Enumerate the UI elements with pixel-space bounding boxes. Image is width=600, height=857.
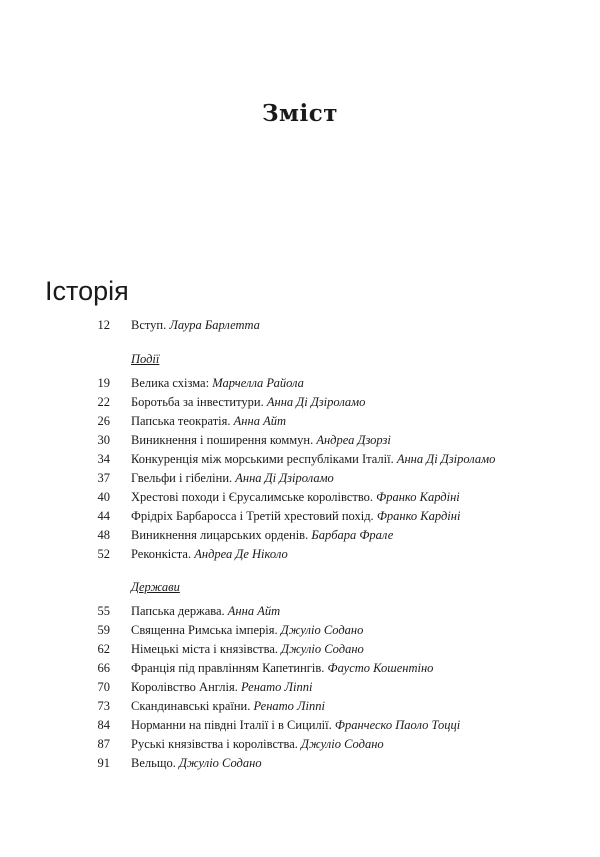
entry-title: Німецькі міста і князівства. Джуліо Соданo <box>131 642 364 656</box>
page-number: 19 <box>97 376 110 390</box>
toc-entry[interactable] <box>0 469 600 487</box>
entry-author: Анна Ді Дзіроламо <box>266 395 366 409</box>
entry-title: Виникнення лицарських орденів. Барбара Фрале <box>131 528 394 542</box>
page-number: 87 <box>97 737 110 751</box>
entry-author: Анна Айт <box>227 604 281 618</box>
entry-author: Джуліо Соданo <box>280 623 364 637</box>
entry-title: Руські князівства і королівства. Джуліо Соданo <box>131 737 384 751</box>
entry-title: Вельщо. Джуліо Соданo <box>131 756 262 770</box>
toc-entry[interactable] <box>0 735 600 753</box>
entry-author: Марчелла Райола <box>212 376 304 390</box>
entry-author: Фаусто Кошентіно <box>327 661 434 675</box>
toc-entry[interactable] <box>0 412 600 430</box>
subsection-label: Держави <box>131 580 180 594</box>
page-number: 40 <box>97 490 110 504</box>
entry-title: Виникнення і поширення коммун. Андреа Дзорзі <box>131 433 391 447</box>
page-number: 44 <box>97 509 110 523</box>
toc-entry[interactable] <box>0 697 600 715</box>
entry-title: Фрідріх Барбаросса і Третій хрестовий похід. Франко Кардіні <box>131 509 461 523</box>
entry-title: Гвельфи і гібеліни. Анна Ді Дзіроламо <box>131 471 334 485</box>
entry-author: Франко Кардіні <box>376 509 461 523</box>
entry-title: Норманни на півдні Італії і в Сицилії. Франческо Паоло Тоцці <box>131 718 461 732</box>
entry-author: Барбара Фрале <box>311 528 394 542</box>
toc-entry[interactable] <box>0 716 600 734</box>
toc-entry[interactable] <box>0 507 600 525</box>
entry-title: Боротьба за інвеститури. Анна Ді Дзіроламо <box>131 395 366 409</box>
toc-entry[interactable] <box>0 393 600 411</box>
page-number: 66 <box>97 661 110 675</box>
entry-title: Реконкіста. Андреа Де Ніколо <box>131 547 288 561</box>
page-number: 62 <box>97 642 110 656</box>
page-number: 70 <box>97 680 110 694</box>
entry-title: Конкуренція між морськими республіками Італії. Анна Ді Дзіроламо <box>131 452 496 466</box>
toc-entry[interactable] <box>0 431 600 449</box>
toc-entry[interactable] <box>0 602 600 620</box>
entry-author: Джуліо Соданo <box>281 642 364 656</box>
entry-author: Джуліо Соданo <box>301 737 384 751</box>
toc-entry[interactable] <box>0 374 600 392</box>
page-number: 52 <box>97 547 110 561</box>
toc-entry[interactable] <box>0 640 600 658</box>
toc-entry[interactable] <box>0 488 600 506</box>
page-number: 26 <box>97 414 110 428</box>
toc-entry[interactable] <box>0 545 600 563</box>
entry-author: Франческо Паоло Тоцці <box>334 718 461 732</box>
entry-title: Франція під правлінням Капетингів. Фаусто Кошентіно <box>131 661 434 675</box>
page-number: 73 <box>97 699 110 713</box>
entry-author: Анна Ді Дзіроламо <box>235 471 334 485</box>
entry-title: Вступ. Лаура Барлетта <box>131 318 260 332</box>
page-number: 59 <box>97 623 110 637</box>
entry-author: Ренато Ліппі <box>253 699 325 713</box>
entry-author: Джуліо Соданo <box>178 756 262 770</box>
page-number: 37 <box>97 471 110 485</box>
toc-entry[interactable] <box>0 678 600 696</box>
entry-title: Велика схізма: Марчелла Райола <box>131 376 304 390</box>
entry-title: Священна Римська імперія. Джуліо Соданo <box>131 623 364 637</box>
toc-entry[interactable] <box>0 659 600 677</box>
entry-author: Ренато Ліппі <box>240 680 313 694</box>
page-title: Зміст <box>261 100 339 127</box>
entry-title: Королівство Англія. Ренато Ліппі <box>131 680 313 694</box>
toc-entry[interactable] <box>0 450 600 468</box>
entry-author: Лаура Барлетта <box>169 318 260 332</box>
entry-author: Анна Айт <box>233 414 286 428</box>
toc-entry[interactable] <box>0 526 600 544</box>
page-number: 55 <box>97 604 110 618</box>
subsection-label: Події <box>131 352 160 366</box>
toc-entry[interactable] <box>0 621 600 639</box>
page-number: 91 <box>97 756 110 770</box>
entry-author: Андреа Дзорзі <box>316 433 391 447</box>
page-number: 22 <box>97 395 110 409</box>
toc-entry-intro[interactable] <box>0 316 600 334</box>
entry-title: Хрестові походи і Єрусалимське королівство. Франко Кардіні <box>131 490 460 504</box>
entry-title: Папська держава. Анна Айт <box>131 604 281 618</box>
entry-title: Скандинавські країни. Ренато Ліппі <box>131 699 325 713</box>
page-number: 30 <box>97 433 110 447</box>
page-number: 48 <box>97 528 110 542</box>
page-number: 34 <box>97 452 110 466</box>
section-title: Історія <box>45 276 129 306</box>
entry-author: Анна Ді Дзіроламо <box>396 452 496 466</box>
entry-title: Папська теократія. Анна Айт <box>131 414 286 428</box>
toc-entry[interactable] <box>0 754 600 772</box>
entry-author: Андреа Де Ніколо <box>194 547 288 561</box>
entry-author: Франко Кардіні <box>376 490 460 504</box>
page-number: 12 <box>97 318 110 332</box>
page-number: 84 <box>97 718 110 732</box>
